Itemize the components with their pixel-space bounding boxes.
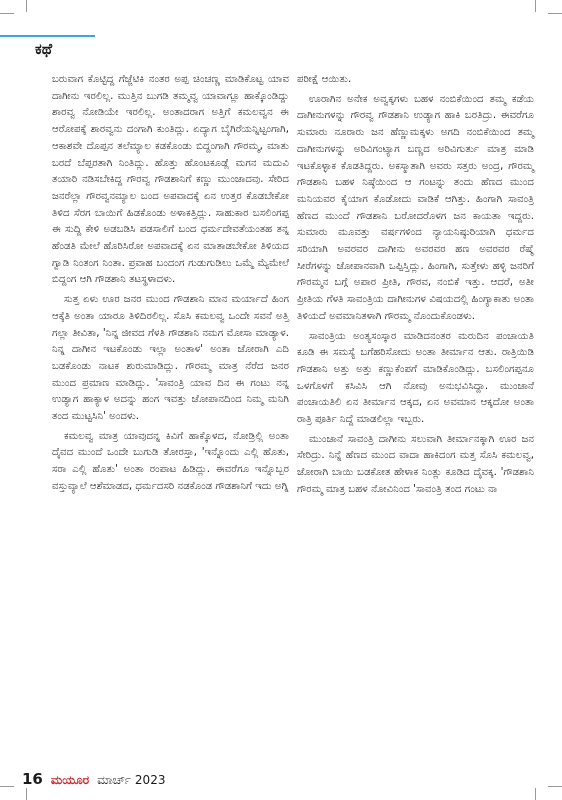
left-column <box>52 72 289 499</box>
crop-mark <box>535 788 536 800</box>
magazine-logo: ಮಯೂರ <box>50 773 90 787</box>
page-footer <box>22 770 165 788</box>
paragraph: ಕಮಲವ್ವ ಮಾತ್ರ ಯಾವುದನ್ನ ಕಿವಿಗೆ ಹಾಕ್ಕೊಳದ, ನೋಡ್ರಿಲ್ಲಿ ಅಂತಾ ದೈವದ ಮುಂದೆ ಒಂದೇ ಬುಗುಡಿ ತೋರಸ್ತಾ, 'ಇನ್ನೊಂದು ಎಲ್ಲಿ ಹೊತು, ಸರಾ ಎಲ್ಲಿ ಹೊತು' ಅಂತಾ ರಂಪಾಟ ಹಿಡಿದ್ಲು. ಈವರೆಗೂ ಇನ್ನೊಬ್ಬರ ವಸ್ತುವ್ಯಾಲೆ ಆಶೆಮಾಡದ, ಧರ್ಮದಸರಿ ನಡಕೊಂಡ ಗೌಡಶಾನಿಗೆ ಇದು ಅಗ್ನಿ <box>52 430 289 492</box>
paragraph: ಸಾವಂತ್ರಿಯ ಅಂತ್ಯಸಂಸ್ಕಾರ ಮಾಡಿದನಂತರ ಮರುದಿನ ಪಂಚಾಯತಿ ಕೂಡಿ ಈ ಸಮಸ್ಯೆ ಬಗೆಹರಿಸೋದು ಅಂತಾ ತೀರ್ಮಾನ ಆತು. ರಾತ್ರಿಯಿಡಿ ಗೌಡಶಾನಿ ಅತ್ತು ಅತ್ತು ಕಣ್ಣುಕೆಂಪಗೆ ಮಾಡಿಕೊಂಡಿದ್ಲು. ಬಸಲಿಂಗಪ್ಪನೂ ಒಳಗೊಳಗೆ ಕಸಿವಿಸಿ ಆಗಿ ನೋವು ಅನುಭವಿಸಿದ್ದಾ. ಮುಂಜಾನೆ ಪಂಚಾಯತಿಲಿ ಏನ ತೀರ್ಮಾನ ಆಕ್ಕದ, ಏನ ಅವಮಾನ ಆಕ್ಕದೋ ಅಂತಾ ರಾತ್ರಿ ಪೂರ್ತಿ ನಿದ್ದೆ ಮಾಡಲಿಲ್ಲಾ ಇಬ್ಬರು. <box>297 330 534 426</box>
paragraph: ಬರುವಾಗ ಕೊಟ್ಟಿದ್ದ ಗೆಜ್ಜೆಟಿಕಿ ನಂತರ ಅಪ್ಪ ಚಿಂಚಣ್ಣ ಮಾಡಿಕೊಟ್ಟ ಯಾವ ದಾಗೀನು ಇರಲಿಲ್ಲ. ಮುತ್ತಿನ ಬುಗಡಿ ತಮ್ಮವ್ವ ಯಾವಾಗ್ಲೂ ಹಾಕ್ಕೊಂಡಿದ್ದು ಶಾರವ್ವ ನೋಡಿಯೇ ಇರಲಿಲ್ಲ. ಅಂತಾದರಾಗ ಅತ್ತಿಗೆ ಕಮಲವ್ವನ ಈ ಆರೋಪಕ್ಕೆ ಶಾರವ್ವನು ದಂಗಾಗಿ ಕುಂತಿದ್ಲು. ಏದ್ಯಾಗ ಬೈಗಿರೆಯನ್ನಿಟ್ಟಂಗಾಗಿ, ಆಕಾಶವೇ ದೊಪ್ಪನ ತಲೆಮ್ಯಾಲ ಕಡಕೊಂಡು ಬಿದ್ದಂಗಾಗಿ ಗೌರಮ್ಮ, ಮಾತು ಬರದೆ ಬೆಪ್ಪರತಾಗಿ ನಿಂತಿದ್ಲು. ಹೊತ್ತು ಹೊಂಟಕೂಡ್ಲೆ ಮಗನ ಮದುವಿ ತಯಾರಿ ನಡಿಸಬೇಕಿದ್ದ ಗೌರವ್ವ ಗೌಡಶಾನಿಗೆ ಕಣ್ಣು ಮುಂಜಾದವು. ಸೇರಿದ ಜನರೆಲ್ಲಾ ಗೌರವ್ವನಮ್ಯಾಲ ಬಂದ ಅಪವಾದಕ್ಕೆ ಏನ ಉತ್ತರ ಕೊಡಬೇಕೋ ತಿಳಿದ ಸೆರಗ ಬಾಯಿಗೆ ಹಿಡಕೊಂಡು ಅಳಾಕತ್ತಿದ್ಲು. ಸಾಹುಕಾರ ಬಸಲಿಂಗಪ್ಪ ಈ ಸುದ್ದಿ ಕೇಳಿ ಅಡಬಡಿಸಿ ಪಡಸಾಲಿಗೆ ಬಂದ ಧರ್ಮದೇವತೆಯಂತಹ ತನ್ನ ಹೆಂಡತಿ ಮೇಲೆ ಹೊರಿಸಿರೋ ಅಪವಾದಕ್ಕೆ ಏನ ಮಾತಾಡಬೇಕೋ ತಿಳಿಯದ ಗ್ವಾಡಿ ನಿಂತಂಗ ನಿಂತಾ. ಪ್ರವಾಹ ಬಂದಂಗ ಗುಡುಗುಡಿಲು ಒಮ್ಮೆ ಮ್ಯೆಮೇಲೆ ಬಿದ್ದಂಗ ಆಗಿ ಗೌಡಶಾನಿ ತಟಸ್ಥಳಾದಳು. <box>52 74 289 286</box>
right-column <box>297 72 534 502</box>
issue-date: ಮಾರ್ಚ್ 2023 <box>97 773 166 787</box>
crop-mark <box>535 0 536 12</box>
section-title: ಕಥೆ <box>35 40 53 58</box>
crop-mark <box>26 0 27 12</box>
page-number: 16 <box>22 770 43 788</box>
crop-mark <box>0 786 14 787</box>
crop-mark <box>26 788 27 800</box>
paragraph: ಸುತ್ತ ಏಳು ಊರ ಜನರ ಮುಂದ ಗೌಡಶಾನಿ ಮಾನ ಮರ್ಯಾದೆ ಹಿಂಗ ಆಕ್ಕೆತಿ ಅಂತಾ ಯಾರೂ ತಿಳಿದಿರಲಿಲ್ಲ. ಸೊಸಿ ಕಮಲವ್ವ ಒಂದೇ ಸವನೆ ಅತ್ತಿ ಗಲ್ಲಾ ತೀವಿತಾ, 'ನಿನ್ನ ಜೀವದ ಗೆಳತಿ ಗೌಡಶಾನಿ ನಮಗ ಮೋಸಾ ಮಾಡ್ಯಾಳ. ನಿನ್ನ ದಾಗೀನ ಇಟಕೊಂಡು ಇಲ್ಲಾ ಅಂತಾಳ' ಅಂತಾ ಜೋರಾಗಿ ಎದಿ ಬಡಕೊಂಡು ನಾಟಕ ಶುರುಮಾಡಿದ್ಲು. ಗೌರಮ್ಮ ಮಾತ್ರ ನೆರೆದ ಜನರ ಮುಂದ ಪ್ರಮಾಣ ಮಾಡಿದ್ಲು. 'ಸಾವಂತ್ರಿ ಯಾವ ದಿನ ಈ ಗಂಟು ನನ್ನ ಉಡ್ಯಾಗ ಹಾಕ್ಯಾಳ ಅದನ್ನು ಹಂಗ ಇವತ್ತು ಜೋಪಾನದಿಂದ ನಿಮ್ಮ ಮನಿಗಿ ತಂದ ಮುಟ್ಟಸಿನಿ' ಅಂದಳು. <box>52 294 289 423</box>
paragraph: ಮುಂಜಾನೆ ಸಾವಂತ್ರಿ ದಾಗೀನು ಸಲುವಾಗಿ ತೀರ್ಮಾನಕ್ಕಾಗಿ ಊರ ಜನ ಸೇರಿದ್ರು. ನಿನ್ನೆ ಹೆಣದ ಮುಂದ ವಾದಾ ಹಾಕಿದಂಗ ಮತ್ತ ಸೊಸಿ ಕಮಲವ್ವ, ಜೋರಾಗಿ ಬಾಯಿ ಬಡಕೋತ ಹೇಳಾಕ ನಿಂತ್ಲು ಕೂಡಿದ ದೈವಕ್ಕ. 'ಗೌಡಶಾನಿ ಗೌರಮ್ಮ ಮಾತ್ರ ಬಹಳ ನೋವಿನಿಂದ 'ಸಾವಂತ್ರಿ ತಂದ ಗಂಟು ನಾ <box>297 433 534 495</box>
crop-mark <box>548 786 562 787</box>
crop-mark <box>0 13 14 14</box>
header-accent-line <box>0 35 95 37</box>
paragraph: ಪರೀಕ್ಷೆ ಆಯಿತು. <box>297 74 352 85</box>
paragraph: ಊರಾಗಿನ ಅನೇಕ ಅವ್ವಕ್ಕಗಳು ಬಹಳ ನಂಬಿಕೆಯಿಂದ ತಮ್ಮ ಕಡೆಯ ದಾಗೀನುಗಳನ್ನು ಗೌರವ್ವ ಗೌಡಶಾನಿ ಉಡ್ಯಾಗ ಹಾಕಿ ಬರತಿದ್ರು. ಈವರೆಗೂ ಸುಮಾರು ನೂರಾರು ಜನ ಹೆಣ್ಣುಮಕ್ಕಳು ಅಗದಿ ನಂಬಿಕೆಯಿಂದ ತಮ್ಮ ದಾಗೀನುಗಳನ್ನು ಅರಿವಿಗಂಟ್ಯಾಗ ಬಣ್ಣದ ಅರಿವಿಗುರ್ತು ಮಾತ್ರ ಮಾಡಿ ಇಟಕೊಳ್ಳಾಕ ಕೊಡತಿದ್ದರು. ಅಕಸ್ಮಾತಾಗಿ ಅವರು ಸತ್ತರು ಅಂದ್ರ, ಗೌರಮ್ಮ ಗೌಡಶಾನಿ ಬಹಳ ನಿಷ್ಠೆಯಿಂದ ಆ ಗಂಟನ್ನು ತಂದು ಹೆಣದ ಮುಂದ ಮನಿಯವರ ಕೈಯಾಗ ಕೊಡೋದು ವಾಡಿಕೆ ಆಗಿತ್ತು. ಹಿಂಗಾಗಿ ಸಾವಂತ್ರಿ ಹೆಣದ ಮುಂದೆ ಗೌಡಶಾನಿ ಬರೋದರೊಳಗ ಜನ ಕಾಯತಾ ಇದ್ದರು. ಸುಮಾರು ಮೂವತ್ತು ವರ್ಷಗಳಿಂದ ನ್ಯಾಯನಿಷ್ಠುರಿಯಾಗಿ ಧರ್ಮದ ಸರಿಯಾಗಿ ಅವರವರ ದಾಗೀನು ಅವರವರ ಹಣ ಅವರವರ ರೆಷ್ಮೆ ಸೀರೆಗಳನ್ನು ಜೋಪಾನವಾಗಿ ಒಪ್ಪಿಸ್ತಿದ್ಲು. ಹಿಂಗಾಗಿ, ಸುತ್ತೇಳು ಹಳ್ಳಿ ಜನರಿಗೆ ಗೌರಮ್ಮನ ಬಗ್ಗೆ ಅಪಾರ ಪ್ರೀತಿ, ಗೌರವ, ನಂಬಿಕೆ ಇತ್ತು. ಆದರೆ, ಅತೀ ಪ್ರೀತಿಯ ಗೆಳತಿ ಸಾವಂತ್ರಿಯ ದಾಗೀನುಗಳ ವಿಷಯದಲ್ಲಿ ಹಿಂಗ್ಯಾಕಾತು ಅಂತಾ ತಿಳಿಯದೆ ಅವಮಾನಿತಳಾಗಿ ಗೌರಮ್ಮ ನೊಂದುಕೊಂಡಳು. <box>297 93 534 322</box>
crop-mark <box>548 13 562 14</box>
